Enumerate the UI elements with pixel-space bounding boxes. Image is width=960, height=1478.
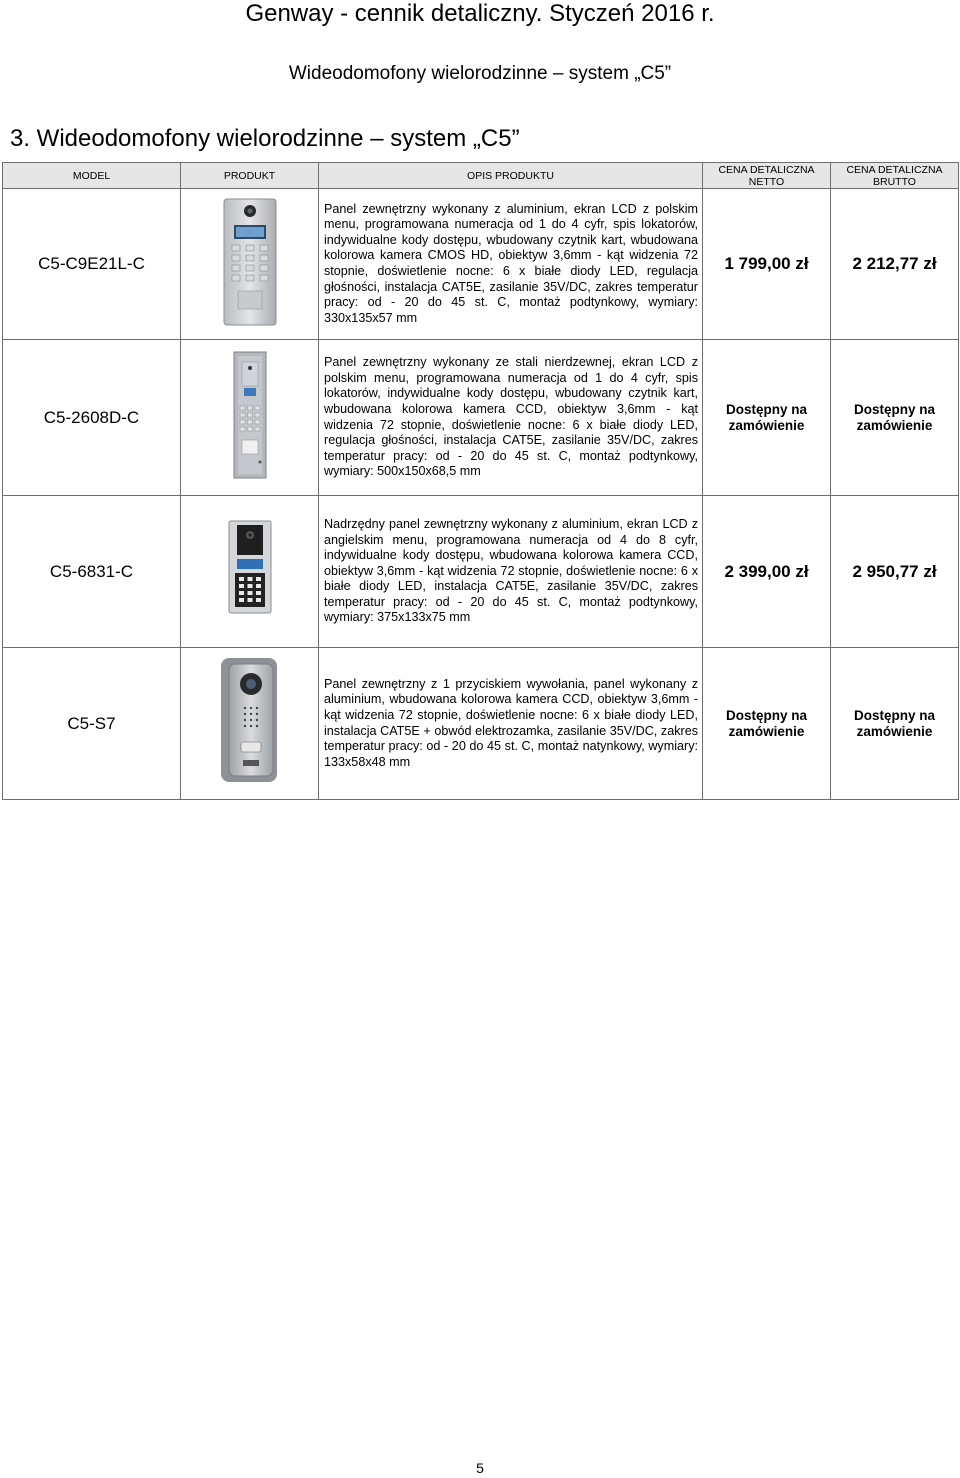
price-netto-cell: Dostępny na zamówienie — [703, 340, 831, 496]
product-image-cell — [181, 496, 319, 648]
description-cell: Panel zewnętrzny wykonany ze stali nierdzewnej, ekran LCD z polskim menu, programowana numeracja od 1 do 4 cyfr, spis lokatorów, indywidualne kody dostępu, wbudowany czytnik kart, wbudowana kolorowa kamera CCD, obiektyw 3,6mm - kąt widzenia 72 stopnie, doświetlenie nocne: 6 x białe diody LED, regulacja głośności, instalacja CAT5E, zasilanie 35V/DC, zakres temperatur pracy: od - 20 do 45 st. C, montaż podtynkowy, wymiary: 500x150x68,5 mm — [319, 340, 703, 496]
column-header-price-brutto: CENA DETALICZNA BRUTTO — [831, 163, 959, 189]
price-brutto-cell: 2 212,77 zł — [831, 189, 959, 340]
master-panel-keypad-icon — [225, 519, 275, 619]
steel-panel-keypad-icon — [230, 350, 270, 480]
price-brutto-cell: 2 950,77 zł — [831, 496, 959, 648]
page-number: 5 — [476, 1460, 484, 1476]
price-netto-cell: 1 799,00 zł — [703, 189, 831, 340]
price-brutto-cell: Dostępny na zamówienie — [831, 648, 959, 800]
product-image-cell — [181, 340, 319, 496]
table-row — [3, 340, 959, 496]
single-button-panel-icon — [215, 656, 285, 786]
aluminium-panel-lcd-keypad-icon — [220, 197, 280, 327]
price-table — [2, 162, 959, 800]
model-cell: C5-S7 — [3, 648, 181, 800]
product-image-cell — [181, 648, 319, 800]
model-cell: C5-6831-C — [3, 496, 181, 648]
price-netto-cell: Dostępny na zamówienie — [703, 648, 831, 800]
section-heading: 3. Wideodomofony wielorodzinne – system „C5” — [10, 125, 520, 152]
price-netto-cell: 2 399,00 zł — [703, 496, 831, 648]
table-row — [3, 189, 959, 340]
table-header-row — [3, 163, 959, 189]
model-cell: C5-C9E21L-C — [3, 189, 181, 340]
product-image-cell — [181, 189, 319, 340]
table-row — [3, 648, 959, 800]
column-header-description: OPIS PRODUKTU — [319, 163, 703, 189]
description-cell: Panel zewnętrzny z 1 przyciskiem wywołania, panel wykonany z aluminium, wbudowana kolorowa kamera CCD, obiektyw 3,6mm - kąt widzenia 72 stopnie, doświetlenie nocne: 6 x białe diody LED, instalacja CAT5E + obwód elektrozamka, zasilanie 35V/DC, zakres temperatur pracy: od - 20 do 45 st. C, montaż natynkowy, wymiary: 133x58x48 mm — [319, 648, 703, 800]
column-header-model: MODEL — [3, 163, 181, 189]
document-title: Genway - cennik detaliczny. Styczeń 2016 r. — [245, 0, 715, 27]
description-cell: Panel zewnętrzny wykonany z aluminium, ekran LCD z polskim menu, programowana numeracja od 1 do 4 cyfr, spis lokatorów, indywidualne kody dostępu, wbudowany czytnik kart, wbudowana kolorowa kamera CMOS HD, obiektyw 3,6mm - kąt widzenia 72 stopnie, doświetlenie nocne: 6 x białe diody LED, regulacja głośności, instalacja CAT5E, zasilanie 35V/DC, zakres temperatur pracy: od - 20 do 45 st. C, montaż podtynkowy, wymiary: 330x135x57 mm — [319, 189, 703, 340]
document-subtitle: Wideodomofony wielorodzinne – system „C5” — [288, 63, 672, 84]
column-header-price-netto: CENA DETALICZNA NETTO — [703, 163, 831, 189]
price-brutto-cell: Dostępny na zamówienie — [831, 340, 959, 496]
table-row — [3, 496, 959, 648]
model-cell: C5-2608D-C — [3, 340, 181, 496]
description-cell: Nadrzędny panel zewnętrzny wykonany z aluminium, ekran LCD z angielskim menu, programowana numeracja od 4 do 8 cyfr, indywidualne kody dostępu, wbudowana kolorowa kamera CCD, obiektyw 3,6mm - kąt widzenia 72 stopnie, doświetlenie nocne: 6 x białe diody LED, instalacja CAT5E, zasilanie 35V/DC, zakres temperatur pracy: od - 20 do 45 st. C, montaż podtynkowy, wymiary: 375x133x75 mm — [319, 496, 703, 648]
column-header-product: PRODUKT — [181, 163, 319, 189]
